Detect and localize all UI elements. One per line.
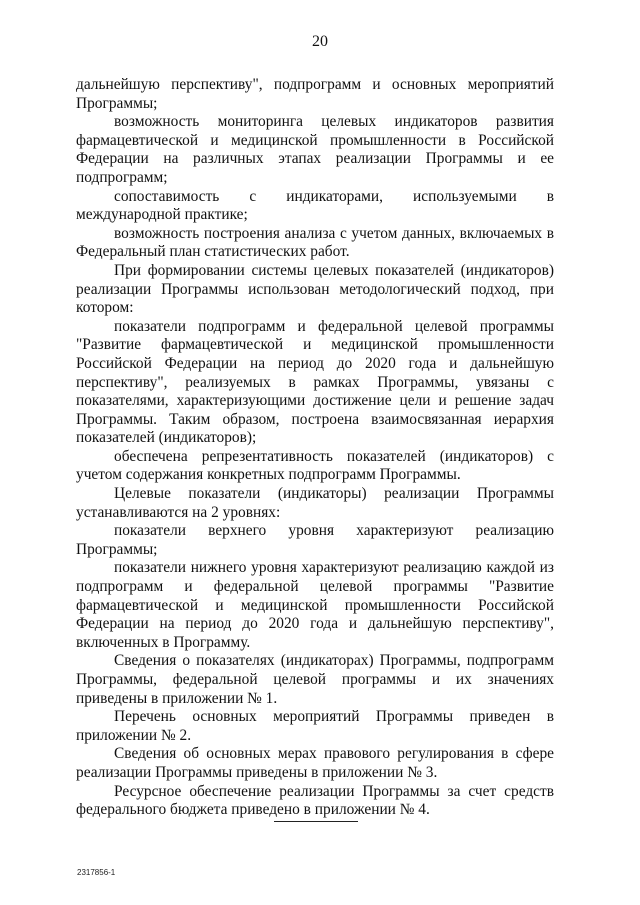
paragraph: Сведения о показателях (индикаторах) Программы, подпрограмм Программы, федеральной целевой программы и их значениях приведены в приложении № 1. bbox=[76, 652, 554, 707]
page-number: 20 bbox=[312, 33, 328, 50]
document-code: 2317856-1 bbox=[77, 868, 116, 877]
paragraph: показатели подпрограмм и федеральной целевой программы "Развитие фармацевтической и медицинской промышленности Российской Федерации на период до 2020 года и дальнейшую перспективу", реализуемых в рамках Программы, увязаны с показателями, характеризующими достижение цели и решение задач Программы. Таким образом, построена взаимосвязанная иерархия показателей (индикаторов); bbox=[76, 317, 554, 447]
paragraph: При формировании системы целевых показателей (индикаторов) реализации Программы использован методологический подход, при котором: bbox=[76, 261, 554, 317]
end-of-text-rule bbox=[274, 821, 358, 822]
document-body bbox=[76, 76, 554, 820]
paragraph: показатели нижнего уровня характеризуют реализацию каждой из подпрограмм и федеральной целевой программы "Развитие фармацевтической и медицинской промышленности Российской Федерации на период до 2020 года и дальнейшую перспективу", включенных в Программу. bbox=[76, 559, 554, 651]
paragraph: Сведения об основных мерах правового регулирования в сфере реализации Программы приведены в приложении № 3. bbox=[76, 745, 554, 781]
paragraph: обеспечена репрезентативность показателей (индикаторов) с учетом содержания конкретных подпрограмм Программы. bbox=[76, 447, 554, 484]
paragraph: возможность мониторинга целевых индикаторов развития фармацевтической и медицинской промышленности в Российской Федерации на различных этапах реализации Программы и ее подпрограмм; bbox=[76, 113, 554, 186]
paragraph: сопоставимость с индикаторами, используемыми в международной практике; bbox=[76, 187, 554, 224]
paragraph: Целевые показатели (индикаторы) реализации Программы устанавливаются на 2 уровнях: bbox=[76, 485, 554, 521]
paragraph: дальнейшую перспективу", подпрограмм и основных мероприятий Программы; bbox=[76, 76, 554, 112]
paragraph: Перечень основных мероприятий Программы приведен в приложении № 2. bbox=[76, 708, 554, 744]
paragraph: возможность построения анализа с учетом данных, включаемых в Федеральный план статистических работ. bbox=[76, 224, 554, 261]
paragraph: показатели верхнего уровня характеризуют реализацию Программы; bbox=[76, 522, 554, 558]
paragraph: Ресурсное обеспечение реализации Программы за счет средств федерального бюджета приведено в приложении № 4. bbox=[76, 782, 554, 819]
